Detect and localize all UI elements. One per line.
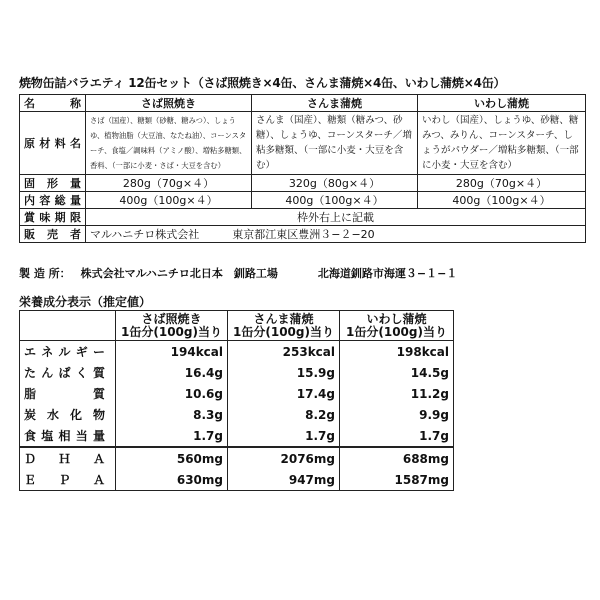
spec-solid-sanma: 320g（80g×４） (252, 175, 418, 192)
nutrition-value: 9.9g (340, 404, 454, 425)
nutrition-head-iwashi (340, 311, 454, 341)
nutrition-product-iwashi: いわし蒲焼 (366, 311, 427, 326)
nutrition-table (19, 310, 454, 491)
spec-row-name (20, 95, 586, 112)
nutrition-row-label: たんぱく質 (20, 362, 116, 383)
nutrition-product-saba: さば照焼き (141, 311, 202, 326)
manufacturer-address: 北海道釧路市海運３−１−１ (317, 267, 458, 280)
nutrition-row (20, 404, 454, 425)
nutrition-row (20, 447, 454, 469)
spec-row-seller (20, 226, 586, 243)
nutrition-row-label: ＤＨＡ (20, 447, 116, 469)
product-title: 焼物缶詰バラエティ 12缶セット（さば照焼き×4缶、さんま蒲焼×4缶、いわし蒲焼×4缶） (19, 76, 506, 90)
nutrition-per-iwashi: 1缶分(100g)当り (346, 324, 447, 339)
nutrition-head-saba (116, 311, 228, 341)
nutrition-head-sanma (228, 311, 340, 341)
manufacturer-label: 製 造 所： (19, 267, 71, 280)
nutrition-row-label: 炭水化物 (20, 404, 116, 425)
nutrition-value: 688mg (340, 447, 454, 469)
spec-total-label: 内容総量 (20, 192, 86, 209)
nutrition-per-saba: 1缶分(100g)当り (121, 324, 222, 339)
nutrition-value: 630mg (116, 469, 228, 491)
nutrition-value: 560mg (116, 447, 228, 469)
nutrition-row-label: 食塩相当量 (20, 425, 116, 447)
manufacturer-company: 株式会社マルハニチロ北日本 釧路工場 (80, 267, 278, 280)
spec-ingredients-sanma: さんま（国産）、糖類（糖みつ、砂糖）、しょうゆ、コーンスターチ／増粘多糖類、（一部に小麦・大豆を含む） (252, 112, 418, 175)
spec-total-iwashi: 400g（100g×４） (418, 192, 586, 209)
spec-solid-saba: 280g（70g×４） (86, 175, 252, 192)
nutrition-value: 10.6g (116, 383, 228, 404)
manufacturer-line (19, 265, 467, 281)
nutrition-per-sanma: 1缶分(100g)当り (233, 324, 334, 339)
nutrition-value: 253kcal (228, 341, 340, 363)
nutrition-value: 8.2g (228, 404, 340, 425)
nutrition-value: 8.3g (116, 404, 228, 425)
nutrition-value: 1.7g (340, 425, 454, 447)
nutrition-product-sanma: さんま蒲焼 (253, 311, 314, 326)
spec-product-saba: さば照焼き (86, 95, 252, 112)
spec-ingredients-saba: さば（国産）、糖類（砂糖、糖みつ）、しょうゆ、植物油脂（大豆油、なたね油）、コーンスターチ、食塩／調味料（アミノ酸）、増粘多糖類、香料、（一部に小麦・さば・大豆を含む） (86, 112, 252, 175)
nutrition-value: 1.7g (116, 425, 228, 447)
spec-seller-label: 販売者 (20, 226, 86, 243)
nutrition-value: 198kcal (340, 341, 454, 363)
nutrition-value: 16.4g (116, 362, 228, 383)
nutrition-row (20, 341, 454, 363)
nutrition-value: 947mg (228, 469, 340, 491)
nutrition-title: 栄養成分表示（推定値） (19, 295, 152, 309)
spec-row-solid (20, 175, 586, 192)
spec-total-saba: 400g（100g×４） (86, 192, 252, 209)
nutrition-corner (20, 311, 116, 341)
spec-row-ingredients (20, 112, 586, 175)
nutrition-value: 14.5g (340, 362, 454, 383)
spec-product-sanma: さんま蒲焼 (252, 95, 418, 112)
nutrition-header-row (20, 311, 454, 341)
spec-solid-label: 固形量 (20, 175, 86, 192)
nutrition-value: 17.4g (228, 383, 340, 404)
nutrition-value: 2076mg (228, 447, 340, 469)
nutrition-value: 1.7g (228, 425, 340, 447)
nutrition-value: 15.9g (228, 362, 340, 383)
spec-expiry-value: 枠外右上に記載 (86, 209, 586, 226)
spec-product-iwashi: いわし蒲焼 (418, 95, 586, 112)
nutrition-row (20, 362, 454, 383)
nutrition-value: 11.2g (340, 383, 454, 404)
spec-name-label: 名 称 (20, 95, 86, 112)
nutrition-value: 1587mg (340, 469, 454, 491)
spec-expiry-label: 賞味期限 (20, 209, 86, 226)
nutrition-row (20, 425, 454, 447)
spec-total-sanma: 400g（100g×４） (252, 192, 418, 209)
nutrition-row-label: エネルギー (20, 341, 116, 363)
product-spec-table (19, 94, 586, 243)
spec-seller-value: マルハニチロ株式会社 東京都江東区豊洲３−２−20 (86, 226, 586, 243)
nutrition-value: 194kcal (116, 341, 228, 363)
nutrition-body (20, 341, 454, 491)
spec-ingredients-iwashi: いわし（国産）、しょうゆ、砂糖、糖みつ、みりん、コーンスターチ、しょうがパウダー／増粘多糖類、（一部に小麦・大豆を含む） (418, 112, 586, 175)
spec-row-total (20, 192, 586, 209)
nutrition-row (20, 469, 454, 491)
spec-ingredients-label: 原材料名 (20, 112, 86, 175)
spec-solid-iwashi: 280g（70g×４） (418, 175, 586, 192)
nutrition-row-label: ＥＰＡ (20, 469, 116, 491)
nutrition-row-label: 脂 質 (20, 383, 116, 404)
spec-row-expiry (20, 209, 586, 226)
nutrition-row (20, 383, 454, 404)
